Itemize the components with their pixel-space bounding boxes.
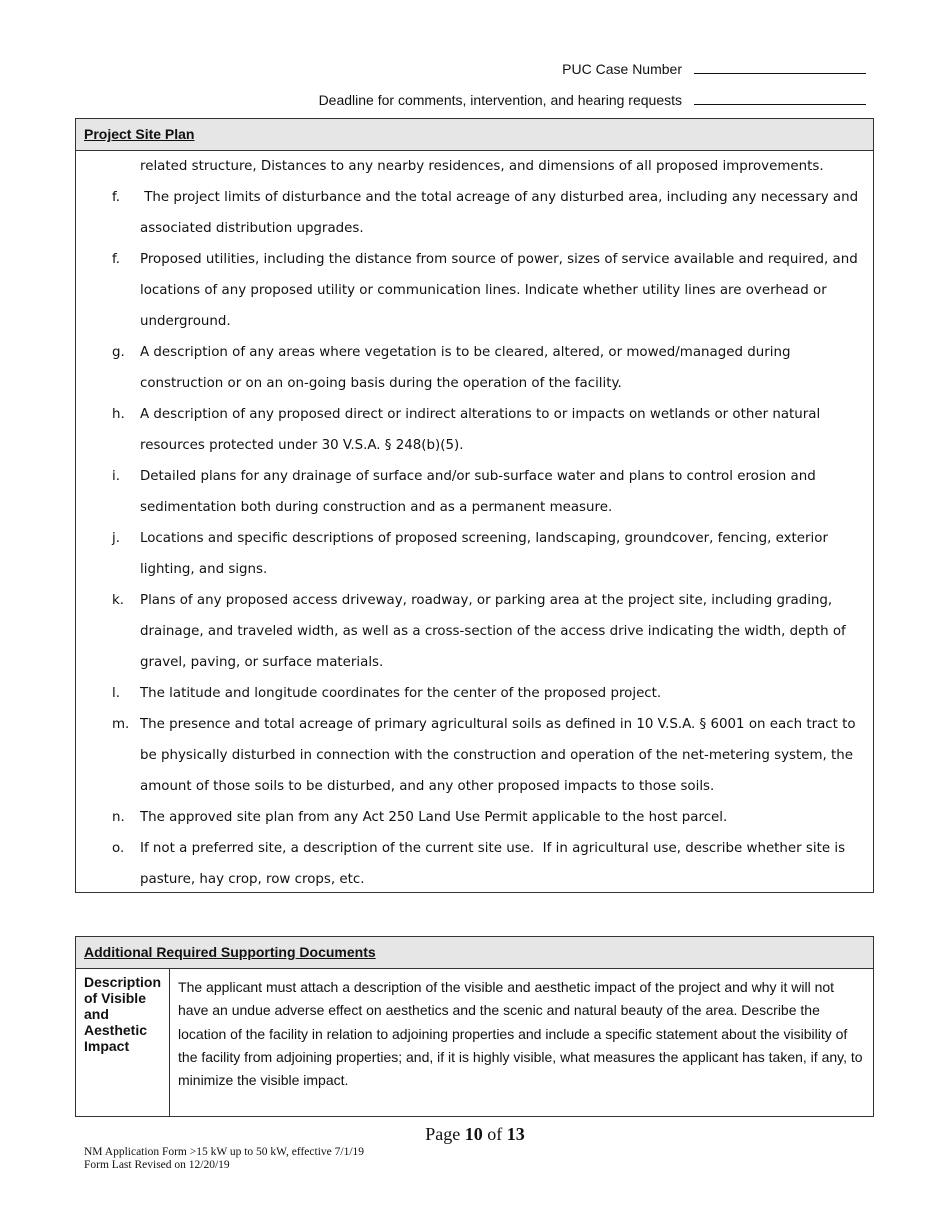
list-item-line: construction or on an on-going basis during the operation of the facility. [140,376,622,391]
site-plan-body [76,151,873,895]
list-item [76,802,873,833]
list-item [76,244,873,337]
list-item-label: n. [112,810,125,825]
list-item-line: Locations and specific descriptions of proposed screening, landscaping, groundcover, fencing, exterior [140,531,828,546]
deadline-label: Deadline for comments, intervention, and hearing requests [318,92,682,108]
case-number-line [562,61,866,77]
list-item [76,461,873,523]
list-item-text [140,244,863,337]
list-item [76,833,873,895]
list-item-label: g. [112,345,125,360]
page-total: 13 [506,1124,525,1144]
list-item [76,678,873,709]
list-item-label: i. [112,469,120,484]
list-item-line: be physically disturbed in connection with the construction and operation of the net-metering system, the [140,748,853,763]
deadline-blank[interactable] [694,92,866,105]
list-item-label: f. [112,252,120,267]
continuation-text: related structure, Distances to any nearby residences, and dimensions of all proposed improvements. [140,159,824,174]
list-item [76,399,873,461]
list-item-line: Proposed utilities, including the distance from source of power, sizes of service available and required, and [140,252,858,267]
project-site-plan-section [75,118,874,893]
list-item-line: underground. [140,314,231,329]
list-item-label: m. [112,717,130,732]
list-item-text [140,523,863,585]
section-title: Project Site Plan [76,119,873,151]
list-item-line: The presence and total acreage of primary agricultural soils as defined in 10 V.S.A. § 6001 on each tract to [140,717,856,732]
list-item-label: o. [112,841,125,856]
form-revised: Form Last Revised on 12/20/19 [84,1159,230,1171]
case-number-label: PUC Case Number [562,61,682,77]
list-item-line: The latitude and longitude coordinates for the center of the proposed project. [140,686,662,701]
list-item-line: lighting, and signs. [140,562,268,577]
list-item-text [140,709,863,802]
list-item-label: f. [112,190,120,205]
list-item [76,523,873,585]
list-item-line: Plans of any proposed access driveway, roadway, or parking area at the project site, including grading, [140,593,833,608]
list-item-line: The approved site plan from any Act 250 Land Use Permit applicable to the host parcel. [140,810,728,825]
list-item [76,182,873,244]
list-item-line: resources protected under 30 V.S.A. § 248(b)(5). [140,438,464,453]
page-current: 10 [464,1124,483,1144]
form-name: NM Application Form >15 kW up to 50 kW, effective 7/1/19 [84,1146,365,1158]
list-item [76,337,873,399]
list-item-text [140,182,863,244]
row-label: Description of Visible and Aesthetic Impact [76,969,170,1117]
supporting-documents-section [75,936,874,1117]
list-item-line: Detailed plans for any drainage of surface and/or sub-surface water and plans to control erosion and [140,469,816,484]
list-item-text [140,802,863,833]
list-item-line: If not a preferred site, a description of the current site use. If in agricultural use, describe whether site is [140,841,846,856]
list-item-text [140,585,863,678]
list-item-line: amount of those soils to be disturbed, and any other proposed impacts to those soils. [140,779,715,794]
list-item-text [140,337,863,399]
list-item-line: sedimentation both during construction and as a permanent measure. [140,500,613,515]
list-item-text [140,461,863,523]
page-prefix: Page [425,1124,465,1144]
list-item-label: h. [112,407,125,422]
list-item-line: The project limits of disturbance and the total acreage of any disturbed area, including any necessary and [140,190,859,205]
list-item-label: k. [112,593,125,608]
table-row [76,969,873,1117]
list-item-line: drainage, and traveled width, as well as a cross-section of the access drive indicating the width, depth of [140,624,846,639]
deadline-line [319,92,866,108]
page-of: of [482,1124,507,1144]
list-item-text [140,399,863,461]
row-description: The applicant must attach a description of the visible and aesthetic impact of the project and why it will not have an undue adverse effect on aesthetics and the scenic and natural beauty of the area. Describe the location of the facility in relation to adjoining properties and include a specific statement about the visibility of the facility from adjoining properties; and, if it is highly visible, what measures the applicant has taken, if any, to minimize the visible impact. [178,979,863,1089]
list-item-line: A description of any proposed direct or indirect alterations to or impacts on wetlands or other natural [140,407,821,422]
list-item-line: gravel, paving, or surface materials. [140,655,384,670]
list-item-line: A description of any areas where vegetation is to be cleared, altered, or mowed/managed during [140,345,791,360]
requirement-list [76,182,873,895]
list-item [76,709,873,802]
section-title: Additional Required Supporting Documents [76,937,873,969]
list-item [76,585,873,678]
list-item-label: l. [112,686,120,701]
list-item-text [140,678,863,709]
list-item-line: locations of any proposed utility or communication lines. Indicate whether utility lines are overhead or [140,283,827,298]
list-item-line: pasture, hay crop, row crops, etc. [140,872,365,887]
list-item-line: associated distribution upgrades. [140,221,364,236]
case-number-blank[interactable] [694,61,866,74]
list-item-text [140,833,863,895]
page-number [0,1124,950,1145]
list-item-label: j. [112,531,120,546]
